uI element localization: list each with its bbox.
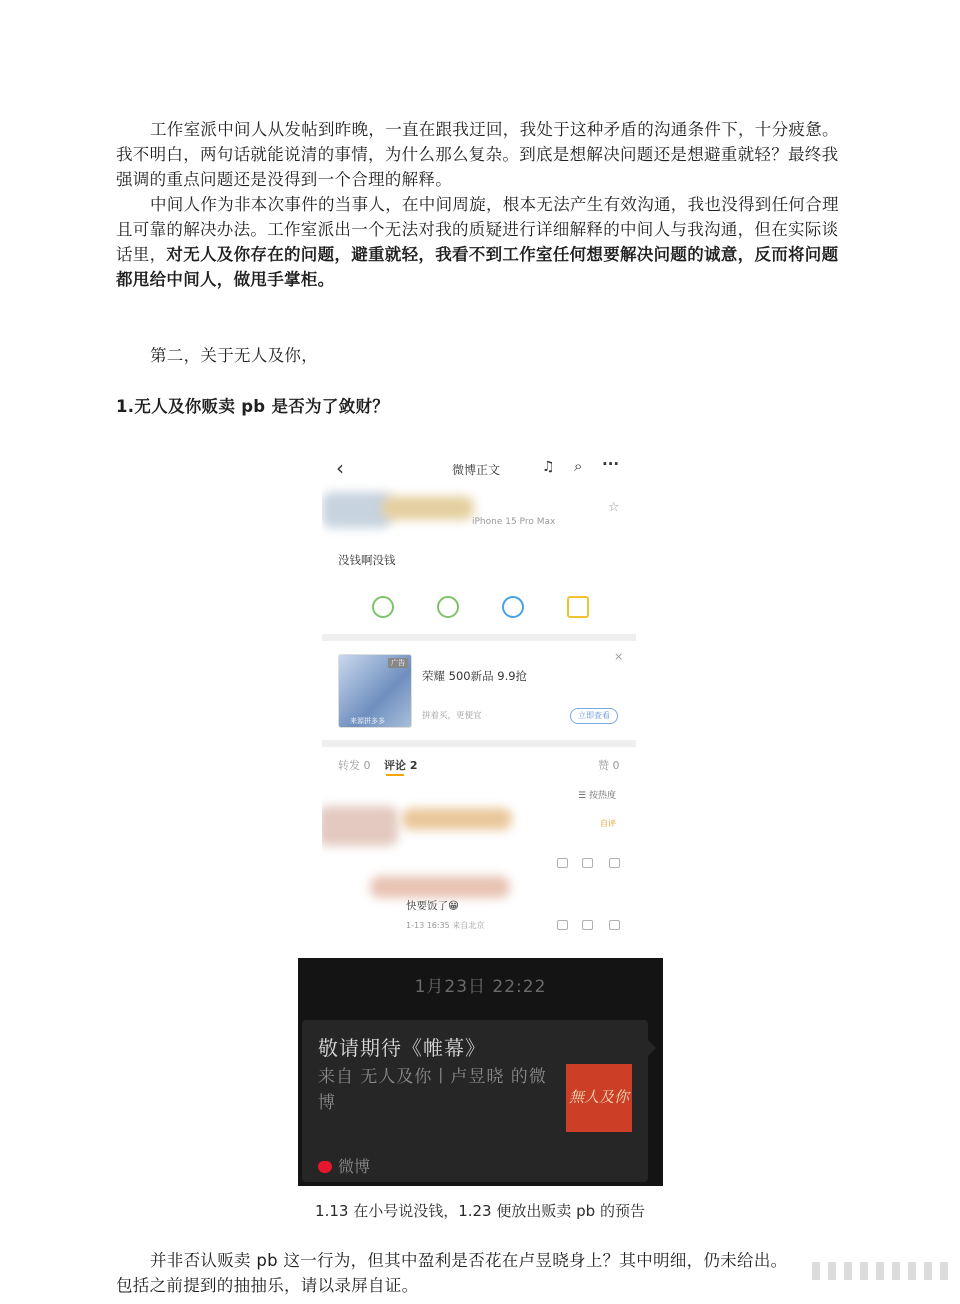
- commenter-avatar: [322, 806, 398, 846]
- pager-tick: [908, 1262, 916, 1280]
- more-icon[interactable]: ···: [602, 455, 620, 473]
- paragraph-2-bold: 对无人及你存在的问题，避重就轻，我看不到工作室任何想要解决问题的诚意，反而将问题都甩给中间人，做甩手掌柜。: [116, 245, 839, 289]
- sort-toggle[interactable]: ☰ 按热度: [578, 791, 616, 801]
- tab-likes[interactable]: 赞 0: [598, 759, 620, 772]
- card-arrow: [648, 1040, 656, 1056]
- moments-icon[interactable]: [437, 596, 459, 618]
- close-icon[interactable]: ×: [614, 650, 624, 663]
- pager-tick: [812, 1262, 820, 1280]
- like-icon[interactable]: [609, 858, 620, 868]
- notification-title: 敬请期待《帷幕》: [318, 1036, 486, 1060]
- ad-image-label: 来源拼多多: [350, 717, 385, 725]
- qzone-icon[interactable]: [567, 596, 589, 618]
- pager-tick: [828, 1262, 836, 1280]
- notification-app-label: 微博: [338, 1157, 371, 1176]
- paragraph-1: 工作室派中间人从发帖到昨晚，一直在跟我迂回，我处于这种矛盾的沟通条件下，十分疲惫。我不明白，两句话就能说清的事情，为什么那么复杂。到底是想解决问题还是想避重就轻？最终我强调的重点问题还是没得到一个合理的解释。: [116, 120, 839, 189]
- pager-tick: [844, 1262, 852, 1280]
- brand-logo: 無人及你: [566, 1064, 632, 1132]
- notification-date: 1月23日 22:22: [414, 977, 547, 997]
- like-icon[interactable]: [609, 920, 620, 930]
- pager-tick: [876, 1262, 884, 1280]
- weibo-icon: [318, 1161, 332, 1173]
- weibo-header-title: 微博正文: [452, 463, 501, 477]
- post-text: 没钱啊没钱: [338, 553, 396, 567]
- notification-subtitle: 来自 无人及你丨卢昱晓 的微博: [318, 1067, 547, 1113]
- tab-comments[interactable]: 评论 2: [384, 759, 418, 772]
- section-heading: 第二，关于无人及你，: [150, 346, 318, 365]
- comment-icon[interactable]: [582, 920, 593, 930]
- qq-icon[interactable]: [502, 596, 524, 618]
- notification-card[interactable]: [302, 1020, 648, 1182]
- share-icon[interactable]: [557, 920, 568, 930]
- search-icon[interactable]: ⌕: [574, 457, 583, 475]
- paragraph-3: 并非否认贩卖 pb 这一行为，但其中盈利是否花在卢昱晓身上？其中明细，仍未给出。包括之前提到的抽抽乐，请以录屏自证。: [116, 1251, 788, 1295]
- reply-meta: 1-13 16:35 来自北京: [406, 921, 485, 930]
- author-tag: 自评: [600, 819, 616, 828]
- question-heading: 1.无人及你贩卖 pb 是否为了敛财？: [116, 397, 390, 416]
- paragraph-2-normal: 中间人作为非本次事件的当事人，在中间周旋，根本无法产生有效沟通，我也没得到任何合理且可靠的解决办法。工作室派出一个无法对我的质疑进行详细解释的中间人与我沟通，但在实际谈话里，: [116, 195, 839, 264]
- paragraph-2: [116, 192, 846, 292]
- image-caption: 1.13 在小号说没钱，1.23 便放出贩卖 pb 的预告: [315, 1202, 645, 1220]
- image-pager[interactable]: [812, 1262, 952, 1280]
- weibo-screenshot: [322, 446, 636, 944]
- device-label: iPhone 15 Pro Max: [472, 517, 556, 527]
- headphones-icon[interactable]: ♫: [542, 459, 555, 475]
- notification-screenshot: [298, 958, 663, 1186]
- ad-title: 荣耀 500新品 9.9抢: [422, 669, 528, 683]
- ad-badge: 广告: [388, 658, 408, 668]
- pager-tick: [924, 1262, 932, 1280]
- comment-icon[interactable]: [582, 858, 593, 868]
- pager-tick: [940, 1262, 948, 1280]
- ad-subtitle: 拼着买，更便宜: [422, 711, 482, 721]
- pager-tick: [860, 1262, 868, 1280]
- comment-blurred: [402, 808, 512, 830]
- reply-blurred: [370, 876, 510, 898]
- divider: [322, 634, 636, 641]
- share-icon[interactable]: [557, 858, 568, 868]
- ad-cta-button[interactable]: 立即查看: [570, 708, 618, 724]
- tab-repost[interactable]: 转发 0: [338, 759, 371, 772]
- chevron-left-icon[interactable]: ‹: [336, 456, 344, 480]
- wechat-icon[interactable]: [372, 596, 394, 618]
- username-blurred: [382, 496, 474, 520]
- reply-text: 快要饭了😁: [406, 900, 459, 912]
- pager-tick: [892, 1262, 900, 1280]
- divider: [322, 740, 636, 747]
- notification-app: [318, 1154, 370, 1177]
- sort-label: 按热度: [588, 791, 616, 801]
- star-icon[interactable]: ☆: [608, 500, 620, 515]
- tab-indicator: [386, 774, 404, 776]
